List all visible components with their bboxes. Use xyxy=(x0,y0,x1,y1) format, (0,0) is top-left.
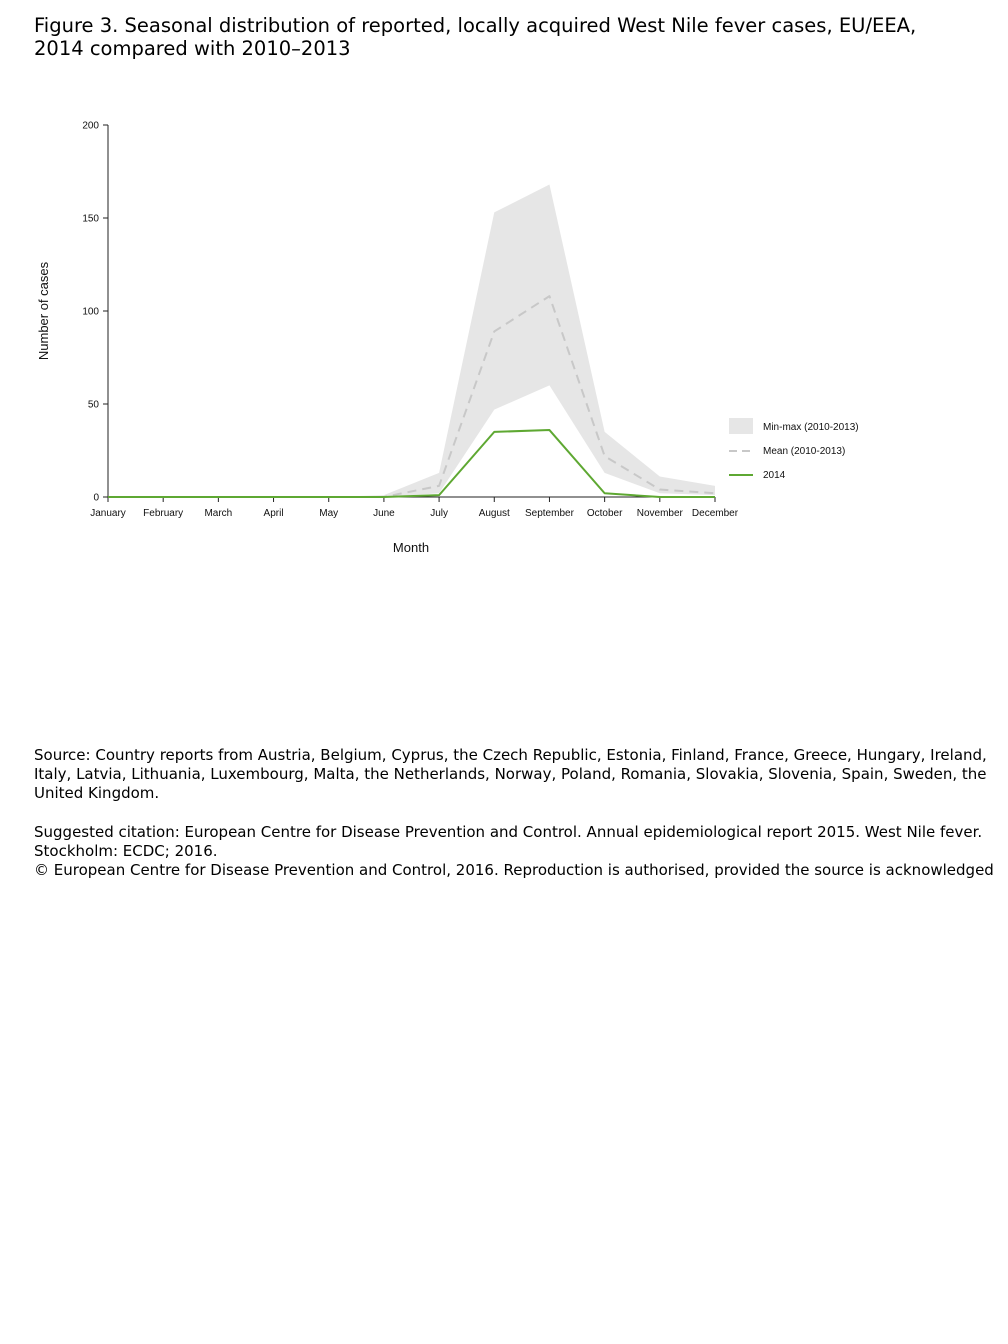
x-tick-label: November xyxy=(636,508,683,519)
x-tick-label: October xyxy=(586,508,623,519)
y-tick-label: 150 xyxy=(82,213,99,225)
x-tick-label: December xyxy=(691,508,739,519)
legend-swatch-band xyxy=(729,418,753,434)
x-tick-label: June xyxy=(373,508,395,519)
y-axis-title: Number of cases xyxy=(36,261,51,361)
figure-title-line-1: Figure 3. Seasonal distribution of reported, locally acquired West Nile fever cases, EU/EEA, xyxy=(34,14,917,37)
figure-title-line-2: 2014 compared with 2010–2013 xyxy=(34,37,351,60)
band-layer xyxy=(108,185,715,497)
legend-label-band: Min-max (2010-2013) xyxy=(763,422,859,433)
legend-label-2014: 2014 xyxy=(763,470,786,481)
x-tick-label: August xyxy=(478,508,510,519)
citation-line-1: Suggested citation: European Centre for Disease Prevention and Control. Annual epidemiological report 2015. West Nile fever. xyxy=(34,823,983,841)
y-tick-label: 0 xyxy=(93,492,99,504)
x-axis-title: Month xyxy=(392,540,430,555)
y-tick-label: 50 xyxy=(87,399,99,411)
legend xyxy=(729,418,859,481)
x-tick-label: September xyxy=(524,508,574,519)
source-note xyxy=(34,746,987,803)
x-tick-label: May xyxy=(319,508,339,519)
series-layer xyxy=(108,296,715,497)
copyright-line: © European Centre for Disease Prevention and Control, 2016. Reproduction is authorised, provided the source is acknowledged xyxy=(34,861,994,879)
x-tick-label: February xyxy=(143,508,184,519)
axes-layer xyxy=(82,121,738,520)
legend-label-mean: Mean (2010-2013) xyxy=(763,446,846,457)
x-tick-label: July xyxy=(430,508,448,519)
source-line-3: United Kingdom. xyxy=(34,784,160,802)
y-tick-label: 100 xyxy=(82,306,99,318)
source-line-1: Source: Country reports from Austria, Belgium, Cyprus, the Czech Republic, Estonia, Finland, France, Greece, Hungary, Ireland, xyxy=(34,746,987,764)
seasonal-cases-chart xyxy=(0,0,1008,600)
mean-series-line xyxy=(108,296,715,497)
x-tick-label: January xyxy=(90,508,126,519)
x-tick-label: March xyxy=(204,508,233,519)
citation-note xyxy=(34,823,994,880)
source-line-2: Italy, Latvia, Lithuania, Luxembourg, Malta, the Netherlands, Norway, Poland, Romania, Slovakia, Slovenia, Spain, Sweden, the xyxy=(34,765,987,783)
min-max-band xyxy=(108,185,715,497)
citation-line-2: Stockholm: ECDC; 2016. xyxy=(34,842,218,860)
y-tick-label: 200 xyxy=(82,120,99,132)
x-tick-label: April xyxy=(263,508,284,519)
